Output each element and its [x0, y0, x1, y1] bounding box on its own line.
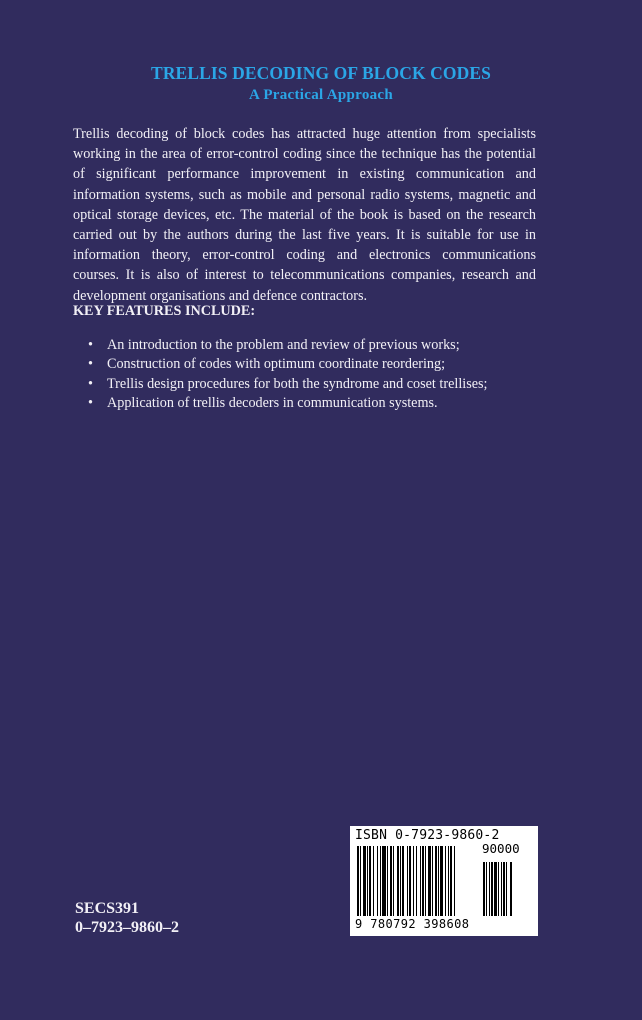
barcode-bar	[390, 846, 392, 916]
barcode-bar	[428, 846, 431, 916]
barcode-bar	[382, 846, 386, 916]
book-title: TRELLIS DECODING OF BLOCK CODES	[151, 63, 491, 83]
barcode-bar	[425, 846, 426, 916]
bullet-icon: •	[88, 375, 93, 392]
barcode-bar	[438, 846, 439, 916]
isbn-number: 0–7923–9860–2	[75, 919, 179, 936]
book-subtitle: A Practical Approach	[248, 87, 394, 103]
barcode-bars	[355, 846, 533, 918]
barcode-bar	[440, 846, 443, 916]
features-list	[73, 336, 543, 413]
feature-item	[73, 394, 543, 413]
feature-item	[73, 336, 543, 355]
barcode-bar	[377, 846, 378, 916]
barcode-bar	[380, 846, 381, 916]
barcode-addon-bar	[489, 862, 490, 916]
barcode-bar	[367, 846, 368, 916]
barcode-bar	[435, 846, 437, 916]
barcode-bar	[413, 846, 414, 916]
barcode-addon-bar	[494, 862, 497, 916]
feature-item	[73, 355, 543, 374]
barcode	[350, 826, 538, 936]
barcode-addon-number: 90000	[482, 841, 520, 856]
series-code: SECS391	[75, 900, 140, 917]
barcode-bar	[409, 846, 411, 916]
barcode-bar	[387, 846, 388, 916]
barcode-isbn-label: ISBN 0-7923-9860-2	[355, 828, 500, 843]
barcode-bar	[397, 846, 399, 916]
barcode-bar	[360, 846, 361, 916]
barcode-addon-bar	[486, 862, 487, 916]
feature-item	[73, 375, 543, 394]
barcode-bar	[422, 846, 424, 916]
barcode-bar	[357, 846, 359, 916]
bullet-icon: •	[88, 356, 93, 373]
barcode-bar	[402, 846, 404, 916]
barcode-bar	[454, 846, 455, 916]
barcode-bar	[420, 846, 421, 916]
description-paragraph: Trellis decoding of block codes has attracted huge attention from specialists working in the area of error-control coding since the technique has the potential of significant performance improvement in existing communication and information systems, such as mobile and personal radio systems, magnetic and optical storage devices, etc. The material of the book is based on the research carried out by the authors during the last five years. It is suitable for use in information theory, error-control coding and electronics communications courses. It is also of interest to telecommunications companies, research and development organisations and defence contractors.	[73, 126, 536, 304]
feature-text: Construction of codes with optimum coordinate reordering;	[107, 356, 446, 373]
barcode-bar	[373, 846, 374, 916]
bullet-icon: •	[88, 337, 93, 353]
feature-text: Application of trellis decoders in communication systems.	[107, 394, 438, 411]
features-heading: KEY FEATURES INCLUDE:	[73, 303, 256, 319]
barcode-addon-bar	[491, 862, 493, 916]
barcode-bar	[432, 846, 433, 916]
feature-text: Trellis design procedures for both the syndrome and coset trellises;	[107, 375, 488, 392]
barcode-bar	[400, 846, 401, 916]
barcode-addon-bar	[483, 862, 485, 916]
barcode-bar	[363, 846, 366, 916]
barcode-bar	[445, 846, 446, 916]
barcode-ean-number: 9 780792 398608	[355, 917, 470, 931]
barcode-bar	[407, 846, 408, 916]
barcode-bar	[416, 846, 417, 916]
barcode-bar	[448, 846, 449, 916]
barcode-addon-bar	[503, 862, 505, 916]
barcode-bar	[393, 846, 394, 916]
barcode-bar	[450, 846, 452, 916]
feature-text: An introduction to the problem and review of previous works;	[107, 337, 460, 353]
bullet-icon: •	[88, 394, 93, 411]
barcode-bar	[369, 846, 371, 916]
barcode-addon-bar	[498, 862, 499, 916]
barcode-addon-bar	[501, 862, 502, 916]
barcode-addon-bar	[506, 862, 507, 916]
barcode-addon-bar	[510, 862, 512, 916]
